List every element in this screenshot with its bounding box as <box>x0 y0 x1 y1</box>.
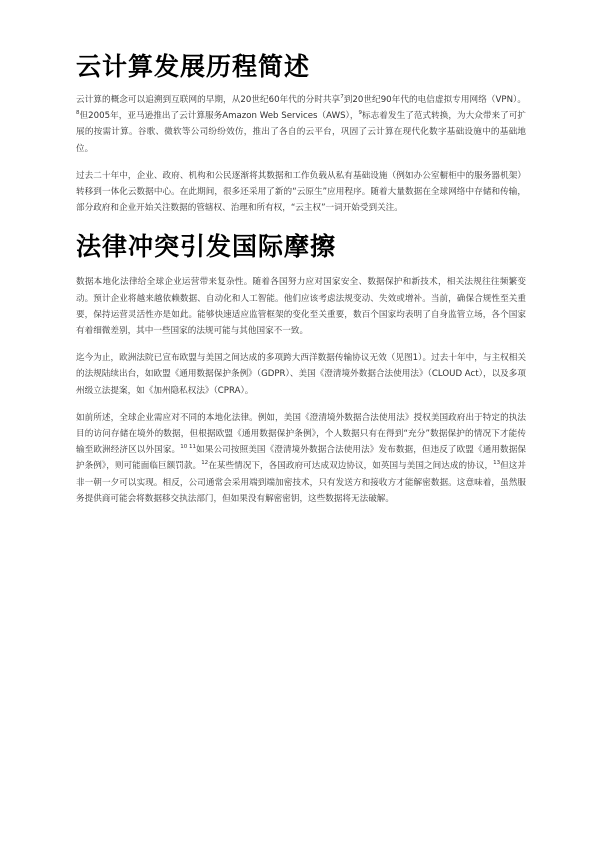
text-segment: 到20世纪90年代的电信虚拟专用网络（VPN）。 <box>343 95 526 105</box>
section-title-cloud-history: 云计算发展历程简述 <box>76 52 311 81</box>
text-segment: 如前所述，全球企业需应对不同的本地化法律。例如，美国《澄清境外数据合法使用法》授权美国政府出于特定的执法目的访问存储在境外的数据，但根据欧盟《通用数据保护条例》，个人数据只有在得到“充分”数据保护的情况下才能传输至欧洲经济区以外国家。 <box>76 412 526 456</box>
footnote-ref: 13 <box>493 460 501 467</box>
document-page <box>76 50 526 518</box>
text-segment: 但2005年，亚马逊推出了云计算服务Amazon Web Services（AWS）， <box>79 111 359 122</box>
footnote-ref: 10 11 <box>180 444 197 451</box>
text-segment: 云计算的概念可以追溯到互联网的早期，从20世纪60年代的分时共享 <box>76 95 341 105</box>
text-segment: 标志着发生了范式转换，为大众带来了可扩展的按需计算。谷歌、微软等公司纷纷效仿，推出了各自的云平台，巩固了云计算在现代化数字基础设施中的基础地位。 <box>76 111 526 154</box>
paragraph-conflicting-laws <box>76 410 526 507</box>
text-segment: 但这并非一朝一夕可以实现。相反，公司通常会采用端到端加密技术，只有发送方和接收方才能解密数据。这意味着，虽然服务提供商可能会将数据移交执法部门，但如果没有解密密钥，这些数据将无法破解。 <box>76 461 526 504</box>
footnote-ref: 8 <box>76 110 80 117</box>
footnote-ref: 12 <box>201 460 209 467</box>
section-title-legal-conflict: 法律冲突引发国际摩擦 <box>76 232 337 262</box>
paragraph-court-rulings: 迄今为止，欧洲法院已宣布欧盟与美国之间达成的多项跨大西洋数据传输协议无效（见图1）。过去十年中，与主权相关的法规陆续出台，如欧盟《通用数据保护条例》（GDPR）、美国《澄清境外数据合法使用法》（CLOUD Act），以及多项州级立法提案，如《加州隐私权法》（CPRA）。 <box>76 353 526 396</box>
footnote-ref: 7 <box>340 94 344 101</box>
paragraph-localization-laws: 数据本地化法律给全球企业运营带来复杂性。随着各国努力应对国家安全、数据保护和新技术，相关法规往往频繁变动。预计企业将越来越依赖数据、自动化和人工智能。他们应该考虑法规变动、失效或增补。当前，确保合规性至关重要，保持运营灵活性亦是如此。能够快速适应监管框架的变化至关重要，数百个国家均表明了自身监管立场，各个国家有着细微差别，其中一些国家的法规可能与其他国家不一致。 <box>76 277 526 337</box>
text-segment: 如果公司按照美国《澄清境外数据合法使用法》发布数据，但违反了欧盟《通用数据保护条例》，则可能面临巨额罚款。 <box>76 445 526 472</box>
paragraph-cloud-migration: 过去二十年中，企业、政府、机构和公民逐渐将其数据和工作负载从私有基础设施（例如办公室橱柜中的服务器机架）转移到一体化云数据中心。在此期间，很多还采用了新的“云原生”应用程序。随着大量数据在全球网络中存储和传输，部分政府和企业开始关注数据的管辖权、治理和所有权，“云主权”一词开始受到关注。 <box>76 170 526 214</box>
text-segment: 在某些情况下，各国政府可达成双边协议，如英国与美国之间达成的协议， <box>208 461 494 472</box>
paragraph-cloud-origins <box>76 92 526 157</box>
footnote-ref: 9 <box>358 110 363 117</box>
